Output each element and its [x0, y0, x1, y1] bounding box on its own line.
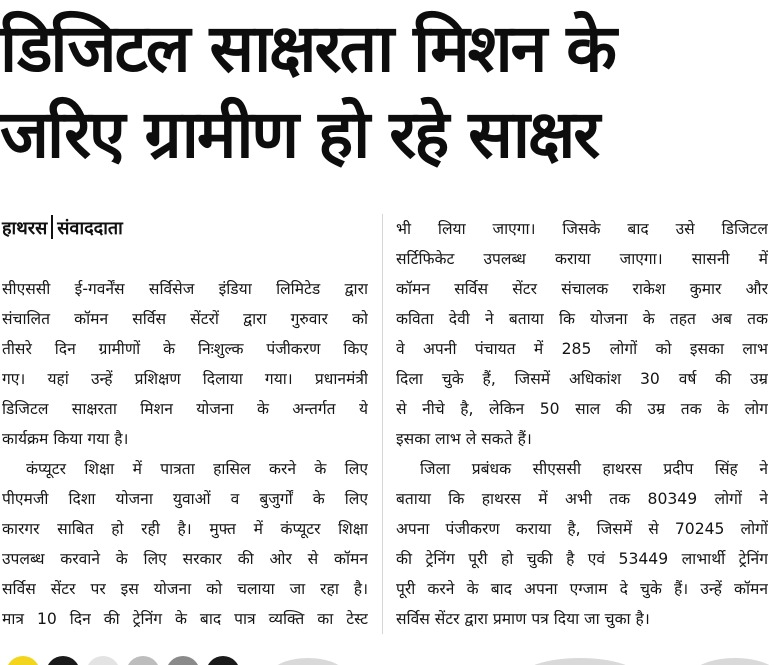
body-line: सर्विस सेंटर द्वारा प्रमाण पत्र दिया जा चुका है। [396, 610, 650, 628]
byline-place: हाथरस [2, 218, 48, 239]
body-line: डिजिटल साक्षरता मिशन योजना के अन्तर्गत ये [2, 400, 368, 418]
byline-separator [51, 215, 53, 239]
article-headline [0, 6, 783, 178]
body-line: पूरी करने के बाद अपना एग्जाम दे चुके हैं। उन्हें कॉमन [396, 580, 768, 598]
registration-dot-yellow [6, 656, 40, 665]
body-line: कारगर साबित हो रही है। मुफ्त में कंप्यूटर शिक्षा [2, 520, 368, 538]
body-line: कार्यक्रम किया गया है। [2, 430, 129, 448]
body-line: गए। यहां उन्हें प्रशिक्षण दिलाया गया। प्रधानमंत्री [2, 370, 368, 388]
byline-author: संवाददाता [57, 218, 123, 239]
body-line: तीसरे दिन ग्रामीणों के निःशुल्क पंजीकरण किए [2, 340, 368, 358]
body-line: दिला चुके हैं, जिसमें अधिकांश 30 वर्ष की उम्र [396, 370, 768, 388]
print-color-bar [0, 646, 783, 665]
body-line: सीएससी ई-गवर्नेंस सर्विसेज इंडिया लिमिटेड द्वारा [2, 280, 368, 298]
body-line: कविता देवी ने बताया कि योजना के तहत अब तक [396, 310, 768, 328]
registration-dot-black [46, 656, 80, 665]
registration-dot-dark [166, 656, 200, 665]
body-line: कंप्यूटर शिक्षा में पात्रता हासिल करने के लिए [26, 460, 368, 478]
photo-edge-shape [690, 658, 780, 665]
article-column-left [2, 274, 368, 634]
article-column-right [396, 214, 768, 634]
registration-dot-light [86, 656, 120, 665]
body-line: पीएमजी दिशा योजना युवाओं व बुजुर्गों के लिए [2, 490, 368, 508]
body-line: भी लिया जाएगा। जिसके बाद उसे डिजिटल [396, 220, 768, 238]
body-line: सर्टिफिकेट उपलब्ध कराया जाएगा। सासनी में [396, 250, 768, 268]
body-line: से नीचे है, लेकिन 50 साल की उम्र तक के लोग [396, 400, 768, 418]
body-line: संचालित कॉमन सर्विस सेंटरों द्वारा गुरुवार को [2, 310, 368, 328]
photo-edge-shape [520, 658, 640, 665]
byline [2, 214, 123, 244]
column-divider [382, 214, 383, 634]
body-line: बताया कि हाथरस में अभी तक 80349 लोगों ने [396, 490, 768, 508]
body-line: इसका लाभ ले सकते हैं। [396, 430, 532, 448]
body-line: उपलब्ध करवाने के लिए सरकार की ओर से कॉमन [2, 550, 368, 568]
body-line: जिला प्रबंधक सीएससी हाथरस प्रदीप सिंह ने [420, 460, 768, 478]
body-line: की ट्रेनिंग पूरी हो चुकी है एवं 53449 लाभार्थी ट्रेनिंग [396, 550, 768, 568]
body-line: वे अपनी पंचायत में 285 लोगों को इसका लाभ [396, 340, 768, 358]
headline-line-1: डिजिटल साक्षरता मिशन के [0, 10, 615, 87]
body-line: सर्विस सेंटर पर इस योजना को चलाया जा रहा है। [2, 580, 368, 598]
headline-line-2: जरिए ग्रामीण हो रहे साक्षर [0, 96, 599, 173]
body-line: अपना पंजीकरण कराया है, जिसमें से 70245 लोगों [396, 520, 768, 538]
body-line: कॉमन सर्विस सेंटर संचालक राकेश कुमार और [396, 280, 768, 298]
photo-edge-shape [268, 658, 348, 665]
registration-dot-mid [126, 656, 160, 665]
body-line: मात्र 10 दिन की ट्रेनिंग के बाद पात्र व्यक्ति का टेस्ट [2, 610, 368, 628]
registration-dot-black-2 [206, 656, 240, 665]
